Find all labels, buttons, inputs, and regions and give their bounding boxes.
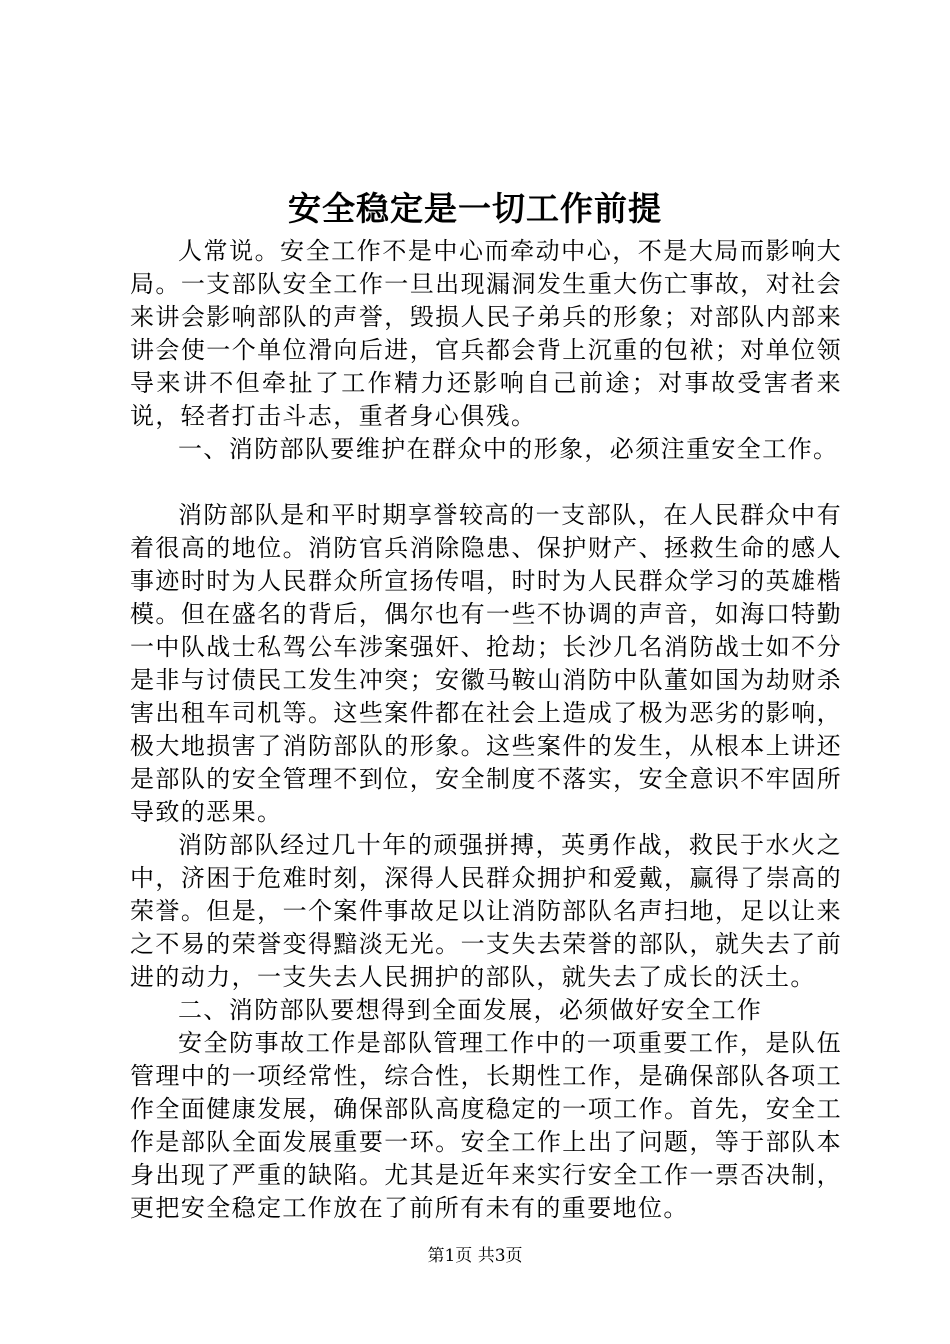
paragraph-honor: 消防部队经过几十年的顽强拼搏，英勇作战，救民于水火之中，济困于危难时刻，深得人民群众拥护和爱戴，赢得了崇高的荣誉。但是，一个案件事故足以让消防部队名声扫地，足以让来之不易的荣誉变得黯淡无光。一支失去荣誉的部队，就失去了前进的动力，一支失去人民拥护的部队，就失去了成长的沃土。	[130, 831, 842, 991]
section-heading-1: 一、消防部队要维护在群众中的形象，必须注重安全工作。	[178, 435, 839, 463]
document-title: 安全稳定是一切工作前提	[288, 189, 662, 228]
paragraph-development: 安全防事故工作是部队管理工作中的一项重要工作，是队伍管理中的一项经常性，综合性，长期性工作，是确保部队各项工作全面健康发展，确保部队高度稳定的一项工作。首先，安全工作是部队全面发展重要一环。安全工作上出了问题，等于部队本身出现了严重的缺陷。尤其是近年来实行安全工作一票否决制，更把安全稳定工作放在了前所有未有的重要地位。	[130, 1029, 842, 1222]
paragraph-image: 消防部队是和平时期享誉较高的一支部队，在人民群众中有着很高的地位。消防官兵消除隐患、保护财产、拯救生命的感人事迹时时为人民群众所宣扬传唱，时时为人民群众学习的英雄楷模。但在盛名的背后，偶尔也有一些不协调的声音，如海口特勤一中队战士私驾公车涉案强奸、抢劫；长沙几名消防战士如不分是非与讨债民工发生冲突；安徽马鞍山消防中队董如国为劫财杀害出租车司机等。这些案件都在社会上造成了极为恶劣的影响，极大地损害了消防部队的形象。这些案件的发生，从根本上讲还是部队的安全管理不到位，安全制度不落实，安全意识不牢固所导致的恶果。	[130, 501, 842, 826]
paragraph-intro: 人常说。安全工作不是中心而牵动中心，不是大局而影响大局。一支部队安全工作一旦出现漏洞发生重大伤亡事故，对社会来讲会影响部队的声誉，毁损人民子弟兵的形象；对部队内部来讲会使一个单位滑向后进，官兵都会背上沉重的包袱；对单位领导来讲不但牵扯了工作精力还影响自己前途；对事故受害者来说，轻者打击斗志，重者身心俱残。	[130, 237, 842, 430]
document-body	[130, 235, 842, 1225]
page-footer: 第1页 共3页	[427, 1246, 523, 1266]
section-heading-2: 二、消防部队要想得到全面发展，必须做好安全工作	[178, 996, 763, 1024]
